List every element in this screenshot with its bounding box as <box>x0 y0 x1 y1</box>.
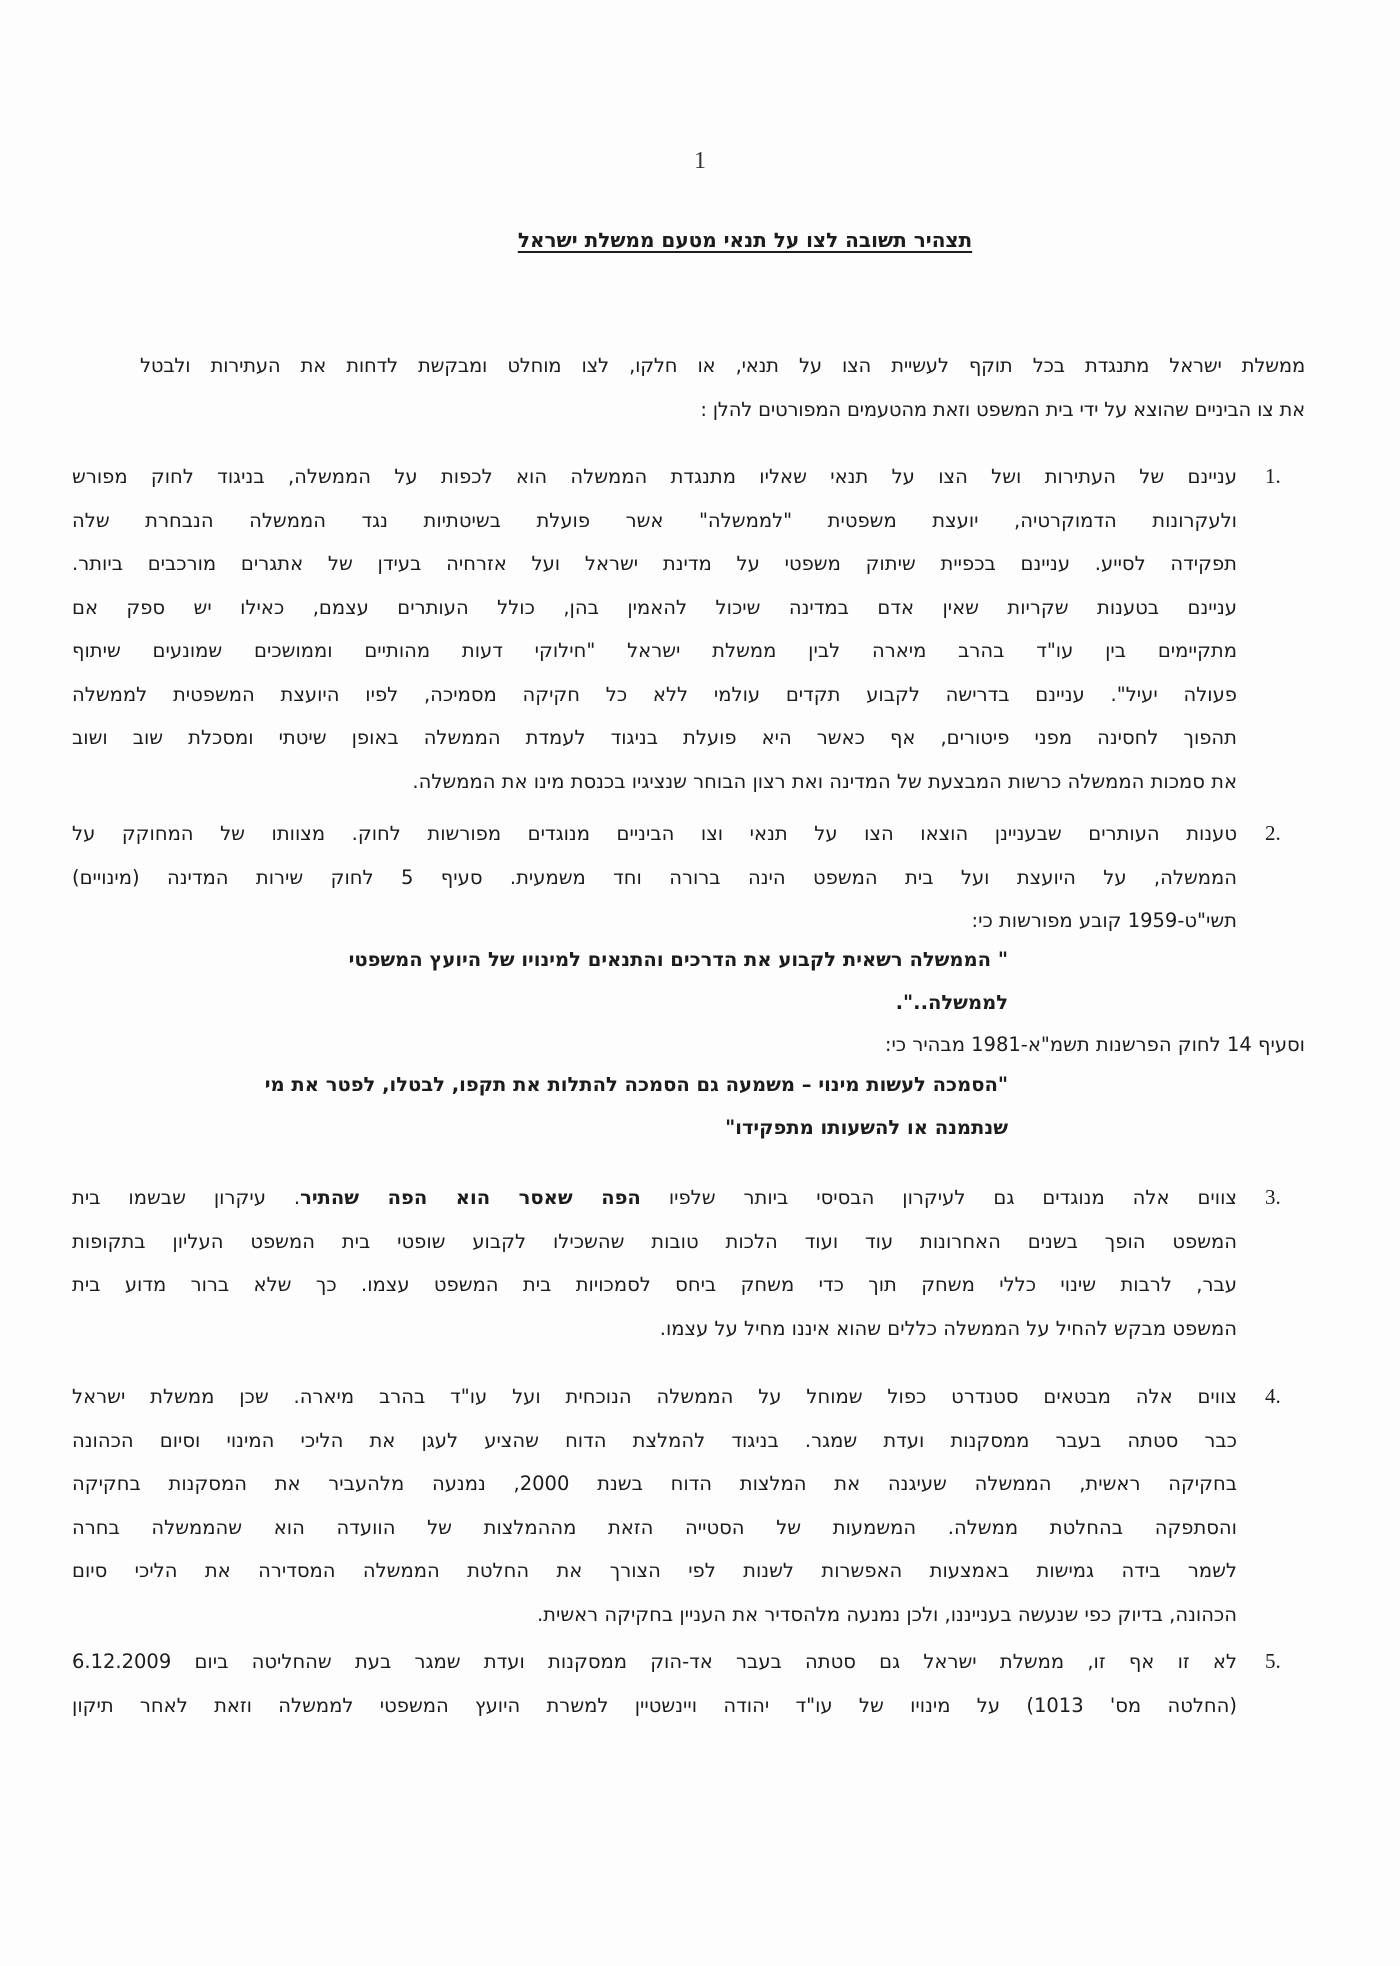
item-line: כבר סטתה בעבר ממסקנות ועדת שמגר. בניגוד להמלצת הדוח שהציע לעגן את הליכי המינוי וסיום הכהונה <box>72 1428 1237 1452</box>
item-line: את סמכות הממשלה כרשות המבצעת של המדינה ואת רצון הבוחר שנציגיו בכנסת מינו את הממשלה. <box>412 769 1237 793</box>
intro-line: ממשלת ישראל מתנגדת בכל תוקף לעשיית הצו על תנאי, או חלקו, לצו מוחלט ומבקשת לדחות את העתירות ולבטל <box>140 354 1305 377</box>
item-line: (החלטה מס' 1013) על מינויו של עו"ד יהודה ויינשטיין למשרת היועץ המשפטי לממשלה וזאת לאחר תיקון <box>72 1693 1238 1717</box>
item-number: 3. <box>1265 1185 1281 1209</box>
item-line: פעולה יעיל". עניינם בדרישה לקבוע תקדים עולמי ללא כל חקיקה מסמיכה, לפיו היועצת המשפטית לממשלה <box>72 682 1237 706</box>
item-body <box>72 1375 1237 1636</box>
item-body <box>72 1176 1237 1350</box>
item-line: הממשלה, על היועצת ועל בית המשפט הינה ברורה וחד משמעית. סעיף 5 לחוק שירות המדינה (מינויים) <box>72 865 1237 889</box>
item-text: צווים אלה מנוגדים גם לעיקרון הבסיסי ביותר שלפיו <box>668 1186 1237 1209</box>
item-line: תהפוך לחסינה מפני פיטורים, אף כאשר היא פועלת בניגוד לעמדת הממשלה באופן שיטתי ומסכלת שוב ושוב <box>72 726 1237 749</box>
law-quote-1-line-1: " הממשלה רשאית לקבוע את הדרכים והתנאים למינויו של היועץ המשפטי <box>348 948 1008 971</box>
item-number: 2. <box>1265 821 1281 845</box>
item-number: 5. <box>1265 1649 1281 1673</box>
intro-line: את צו הביניים שהוצא על ידי בית המשפט וזאת מהטעמים המפורטים להלן : <box>700 397 1305 421</box>
law-quote-2-line-2: שנתמנה או להשעותו מתפקידו" <box>725 1116 1008 1139</box>
item-line: עניינם בטענות שקריות שאין אדם במדינה שיכול להאמין בהן, כולל העותרים עצמם, כאילו יש ספק אם <box>72 595 1237 619</box>
item-line: צווים אלה מבטאים סטנדרט כפול שמוחל על הממשלה הנוכחית ועל עו"ד בהרב מיארה. שכן ממשלת ישראל <box>72 1385 1237 1408</box>
intro-paragraph <box>140 344 1305 431</box>
document-title-wrap <box>0 228 1400 252</box>
item-line: תשי"ט-1959 קובע מפורשות כי: <box>971 909 1237 932</box>
item-line: הכהונה, בדיוק כפי שנעשה בענייננו, ולכן נמנעה מלהסדיר את העניין בחקיקה ראשית. <box>536 1602 1237 1626</box>
item-body <box>72 1640 1237 1727</box>
emphasis-text: הפה שאסר הוא הפה שהתיר <box>300 1186 641 1209</box>
item-line: ולעקרונות הדמוקרטיה, יועצת משפטית "לממשלה" אשר פועלת בשיטתיות נגד הממשלה הנבחרת שלה <box>72 508 1237 532</box>
item-number: 4. <box>1265 1384 1281 1408</box>
item-body <box>72 455 1237 803</box>
item-line: עבר, לרבות שינוי כללי משחק תוך כדי משחק ביחס לסמכויות בית המשפט עצמו. כך שלא ברור מדוע בית <box>72 1273 1237 1296</box>
item-line: בחקיקה ראשית, הממשלה שעיגנה את המלצות הדוח בשנת 2000, נמנעה מלהעביר את המסקנות בחקיקה <box>72 1472 1238 1495</box>
law-bridge-text: וסעיף 14 לחוק הפרשנות תשמ"א-1981 מבהיר כי: <box>884 1033 1305 1056</box>
law-quote-2-line-1: "הסמכה לעשות מינוי – משמעה גם הסמכה להתלות את תקפו, לבטלו, לפטר את מי <box>264 1073 1008 1096</box>
item-line: והסתפקה בהחלטת ממשלה. המשמעות של הסטייה הזאת מההמלצות של הוועדה הוא שהממשלה בחרה <box>72 1515 1237 1539</box>
item-line: לא זו אף זו, ממשלת ישראל גם סטתה בעבר אד-הוק ממסקנות ועדת שמגר בעת שהחליטה ביום 6.12.2009 <box>72 1650 1237 1673</box>
item-body <box>72 812 1237 943</box>
page-number: 1 <box>694 148 706 174</box>
item-line: לשמר בידה גמישות באמצעות האפשרות לשנות לפי הצורך את החלטת הממשלה המסדירה את הליכי סיום <box>72 1559 1237 1582</box>
item-line: תפקידה לסייע. עניינם בכפיית שיתוק משפטי על מדינת ישראל ועל אזרחיה בעידן של אתגרים מורכבים ביותר. <box>72 552 1237 575</box>
item-line-mixed <box>72 1176 1237 1220</box>
document-title: תצהיר תשובה לצו על תנאי מטעם ממשלת ישראל <box>517 228 973 252</box>
item-line: עניינם של העתירות ושל הצו על תנאי שאליו מתנגדת הממשלה הוא לכפות על הממשלה, בניגוד לחוק מפורש <box>72 465 1237 488</box>
item-text: . עיקרון שבשמו בית <box>72 1186 301 1209</box>
item-number: 1. <box>1265 464 1281 488</box>
item-line: המשפט מבקש להחיל על הממשלה כללים שהוא איננו מחיל על עצמו. <box>659 1316 1237 1340</box>
law-quote-1-line-2: לממשלה..". <box>895 991 1008 1014</box>
item-line: מתקיימים בין עו"ד בהרב מיארה לבין ממשלת ישראל "חילוקי דעות מהותיים וממושכים שמונעים שיתוף <box>72 639 1237 662</box>
item-line: המשפט הופך בשנים האחרונות עוד ועוד הלכות טובות שהשכילו לקבוע שופטי בית המשפט העליון בתקופות <box>72 1229 1237 1253</box>
item-line: טענות העותרים שבעניינן הוצאו הצו על תנאי וצו הביניים מנוגדים מפורשות לחוק. מצוותו של המחוקק על <box>72 822 1237 845</box>
